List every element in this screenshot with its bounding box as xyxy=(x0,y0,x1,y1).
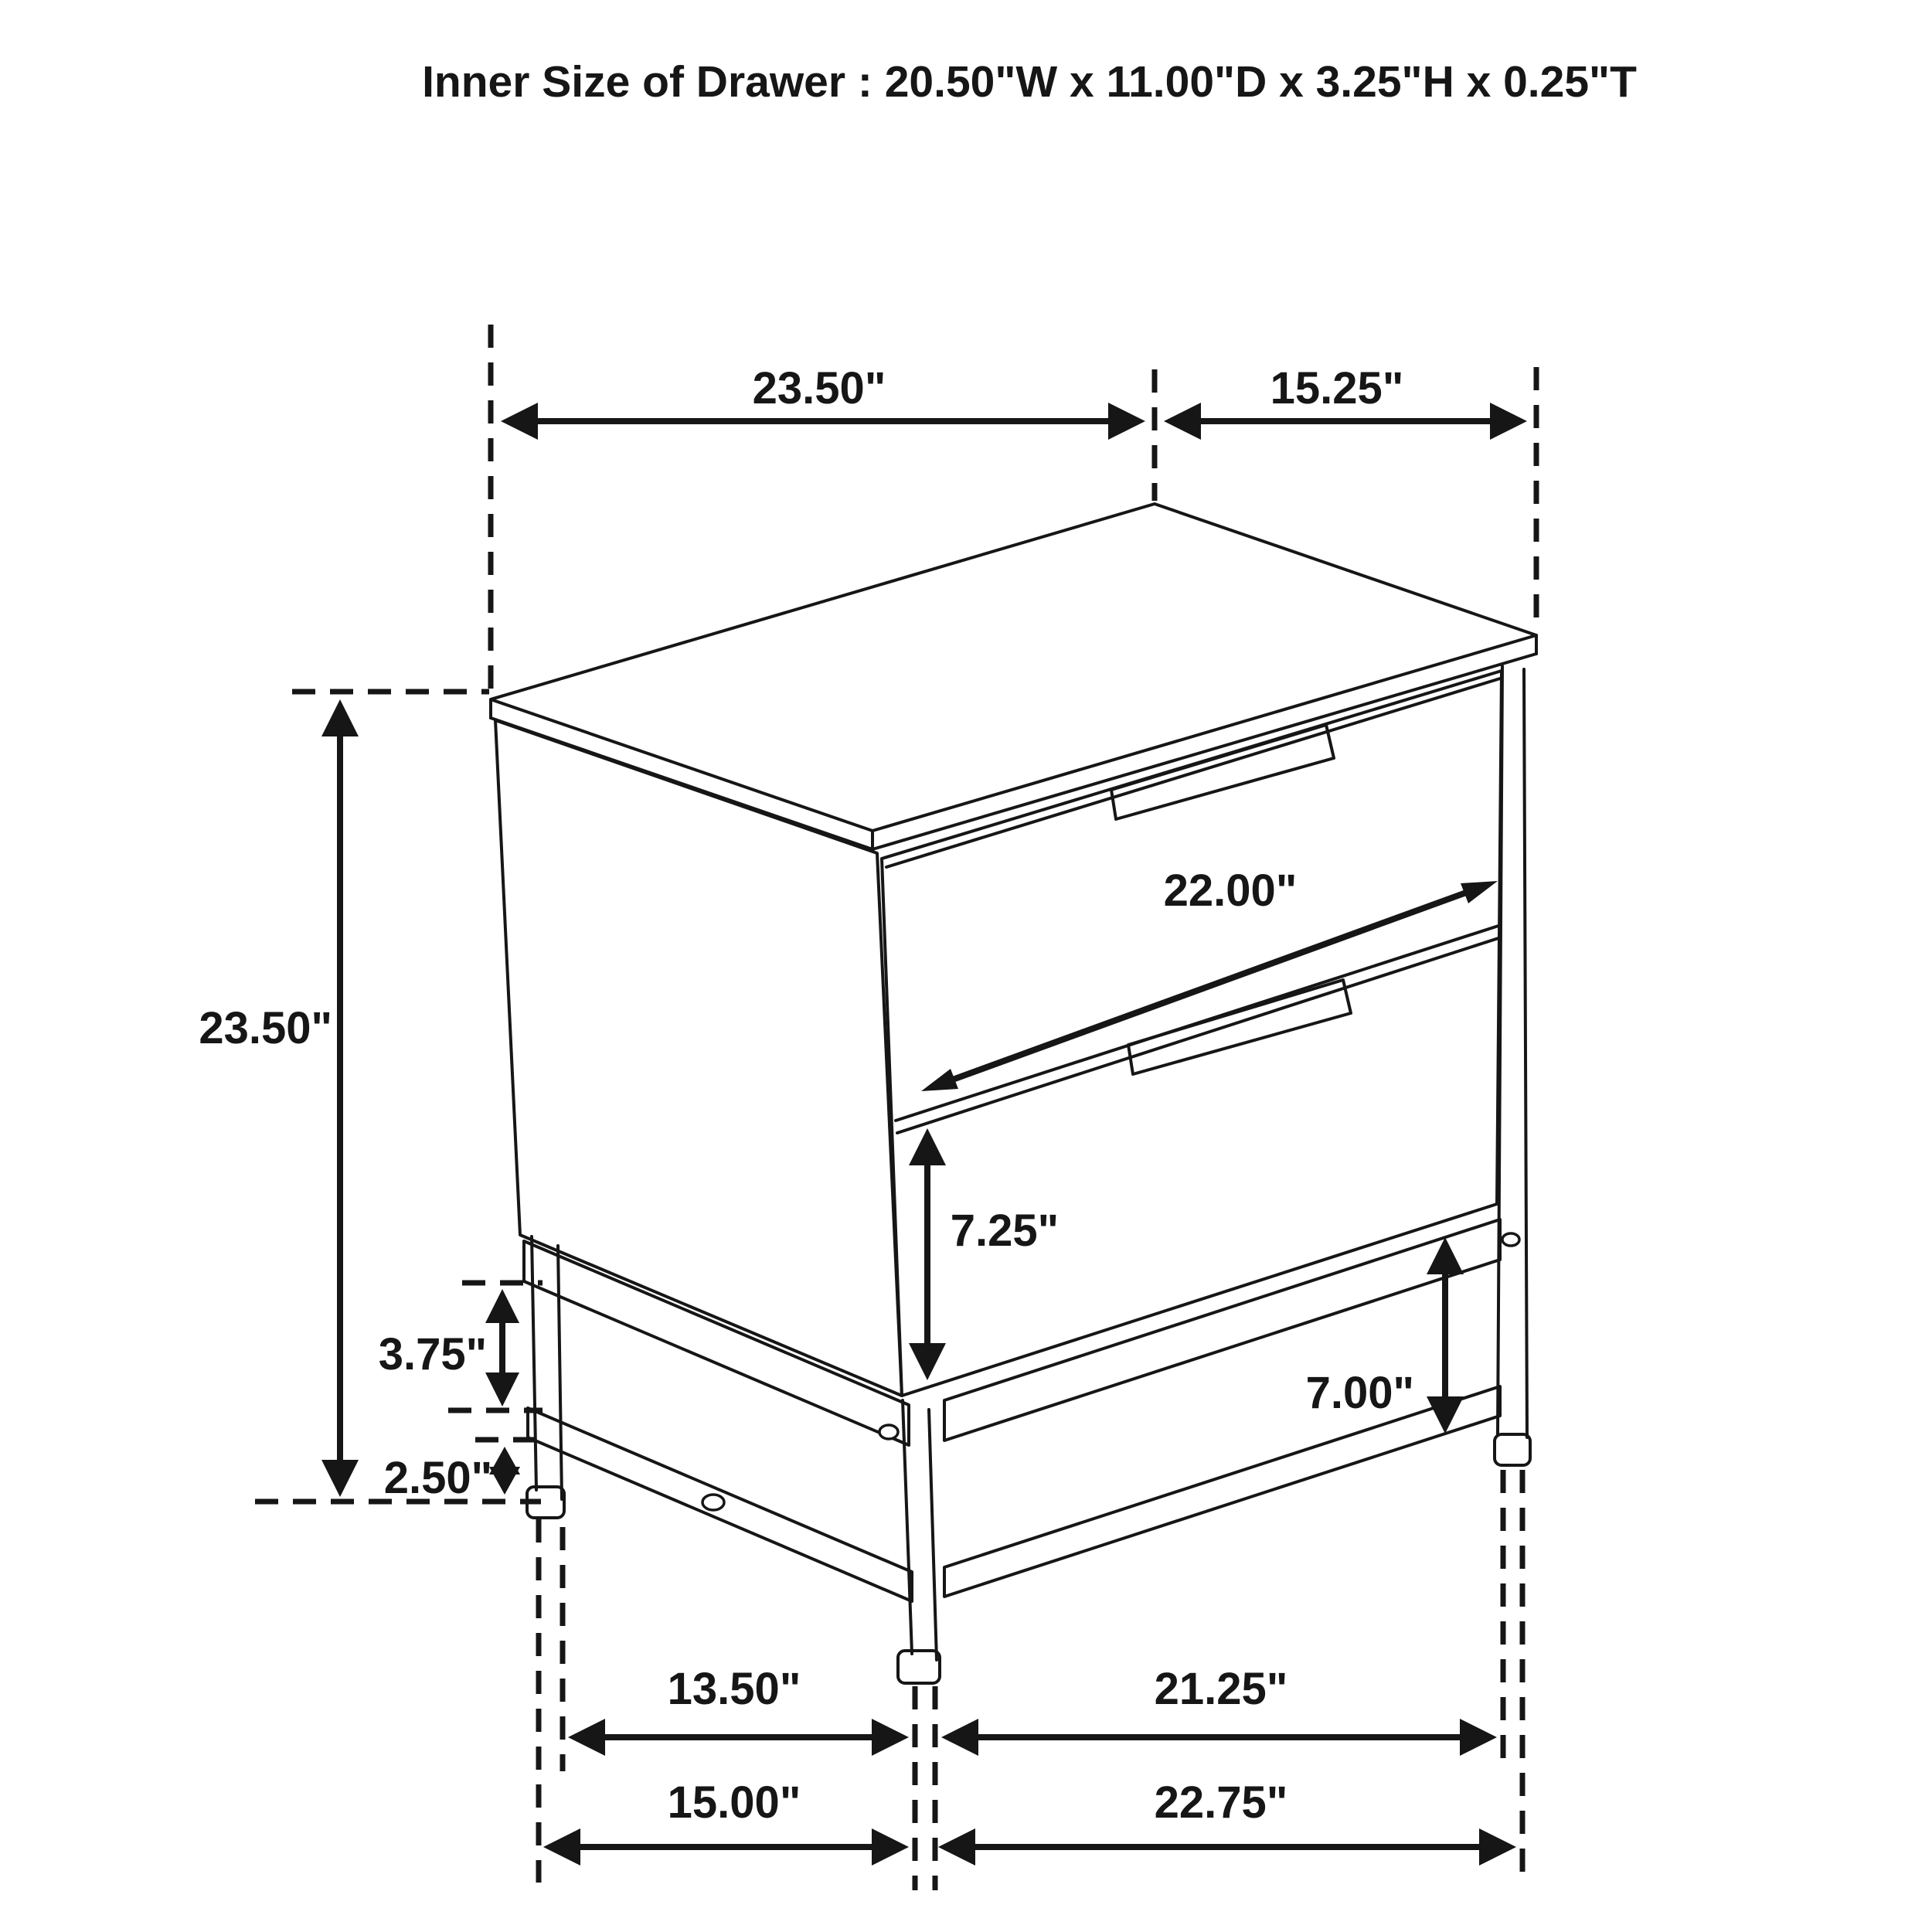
dim-top-depth-label: 15.25" xyxy=(1270,363,1404,413)
dim-top-width-label: 23.50" xyxy=(752,363,886,413)
diagram-title: Inner Size of Drawer : 20.50"W x 11.00"D x 3.25"H x 0.25"T xyxy=(422,57,1637,107)
arrowhead-right xyxy=(1460,1719,1497,1756)
dim-base-front-outer-label: 15.00" xyxy=(667,1777,801,1828)
arrowhead-right xyxy=(1490,403,1527,440)
dim-top-depth xyxy=(1164,363,1527,440)
arrowhead-down xyxy=(489,1467,520,1495)
arrowhead-up xyxy=(321,699,359,736)
base-lower-rail-right xyxy=(944,1386,1500,1597)
arrowhead-down xyxy=(321,1460,359,1497)
screw-hole-front-joint xyxy=(879,1425,898,1439)
arrowhead-left xyxy=(941,1719,978,1756)
dim-drawer-face-height-label: 7.25" xyxy=(950,1206,1060,1256)
dim-overall-height-label: 23.50" xyxy=(199,1003,332,1053)
leg-front-center-foot xyxy=(898,1651,940,1683)
dim-drawer-diagonal-label: 22.00" xyxy=(1163,866,1298,916)
leg-right-foot xyxy=(1495,1434,1530,1465)
dim-base-side-inner xyxy=(941,1664,1497,1756)
arrowhead-up xyxy=(485,1289,519,1323)
screw-hole-right-leg xyxy=(1502,1233,1519,1246)
arrowhead-left xyxy=(501,403,538,440)
dim-overall-height xyxy=(199,699,359,1497)
dim-rail-spacing-label: 3.75" xyxy=(378,1329,488,1379)
arrowhead-left xyxy=(938,1828,975,1866)
dim-base-front-inner-label: 13.50" xyxy=(667,1664,801,1714)
dim-floor-clearance-label: 2.50" xyxy=(383,1453,493,1503)
arrowhead-right xyxy=(872,1719,909,1756)
arrowhead-left xyxy=(1164,403,1201,440)
arrowhead-right xyxy=(872,1828,909,1866)
dim-rail-spacing xyxy=(379,1289,519,1406)
dim-top-width xyxy=(501,363,1145,440)
dim-floor-clearance xyxy=(384,1447,520,1503)
arrowhead-right xyxy=(1108,403,1145,440)
arrowhead-left xyxy=(568,1719,605,1756)
dim-base-side-outer-label: 22.75" xyxy=(1154,1777,1288,1828)
arrowhead-right xyxy=(1479,1828,1516,1866)
dim-base-side-inner-label: 21.25" xyxy=(1154,1664,1288,1714)
leg-right xyxy=(1498,666,1527,1437)
screw-hole-left-rail xyxy=(702,1495,724,1510)
arrowhead-down xyxy=(485,1372,519,1406)
dim-base-front-outer xyxy=(543,1777,909,1866)
dim-leg-height-label: 7.00" xyxy=(1305,1368,1414,1418)
dim-base-side-outer xyxy=(938,1777,1516,1866)
dim-base-front-inner xyxy=(568,1664,909,1756)
nightstand-drawing xyxy=(491,504,1536,1683)
arrowhead-left xyxy=(543,1828,580,1866)
